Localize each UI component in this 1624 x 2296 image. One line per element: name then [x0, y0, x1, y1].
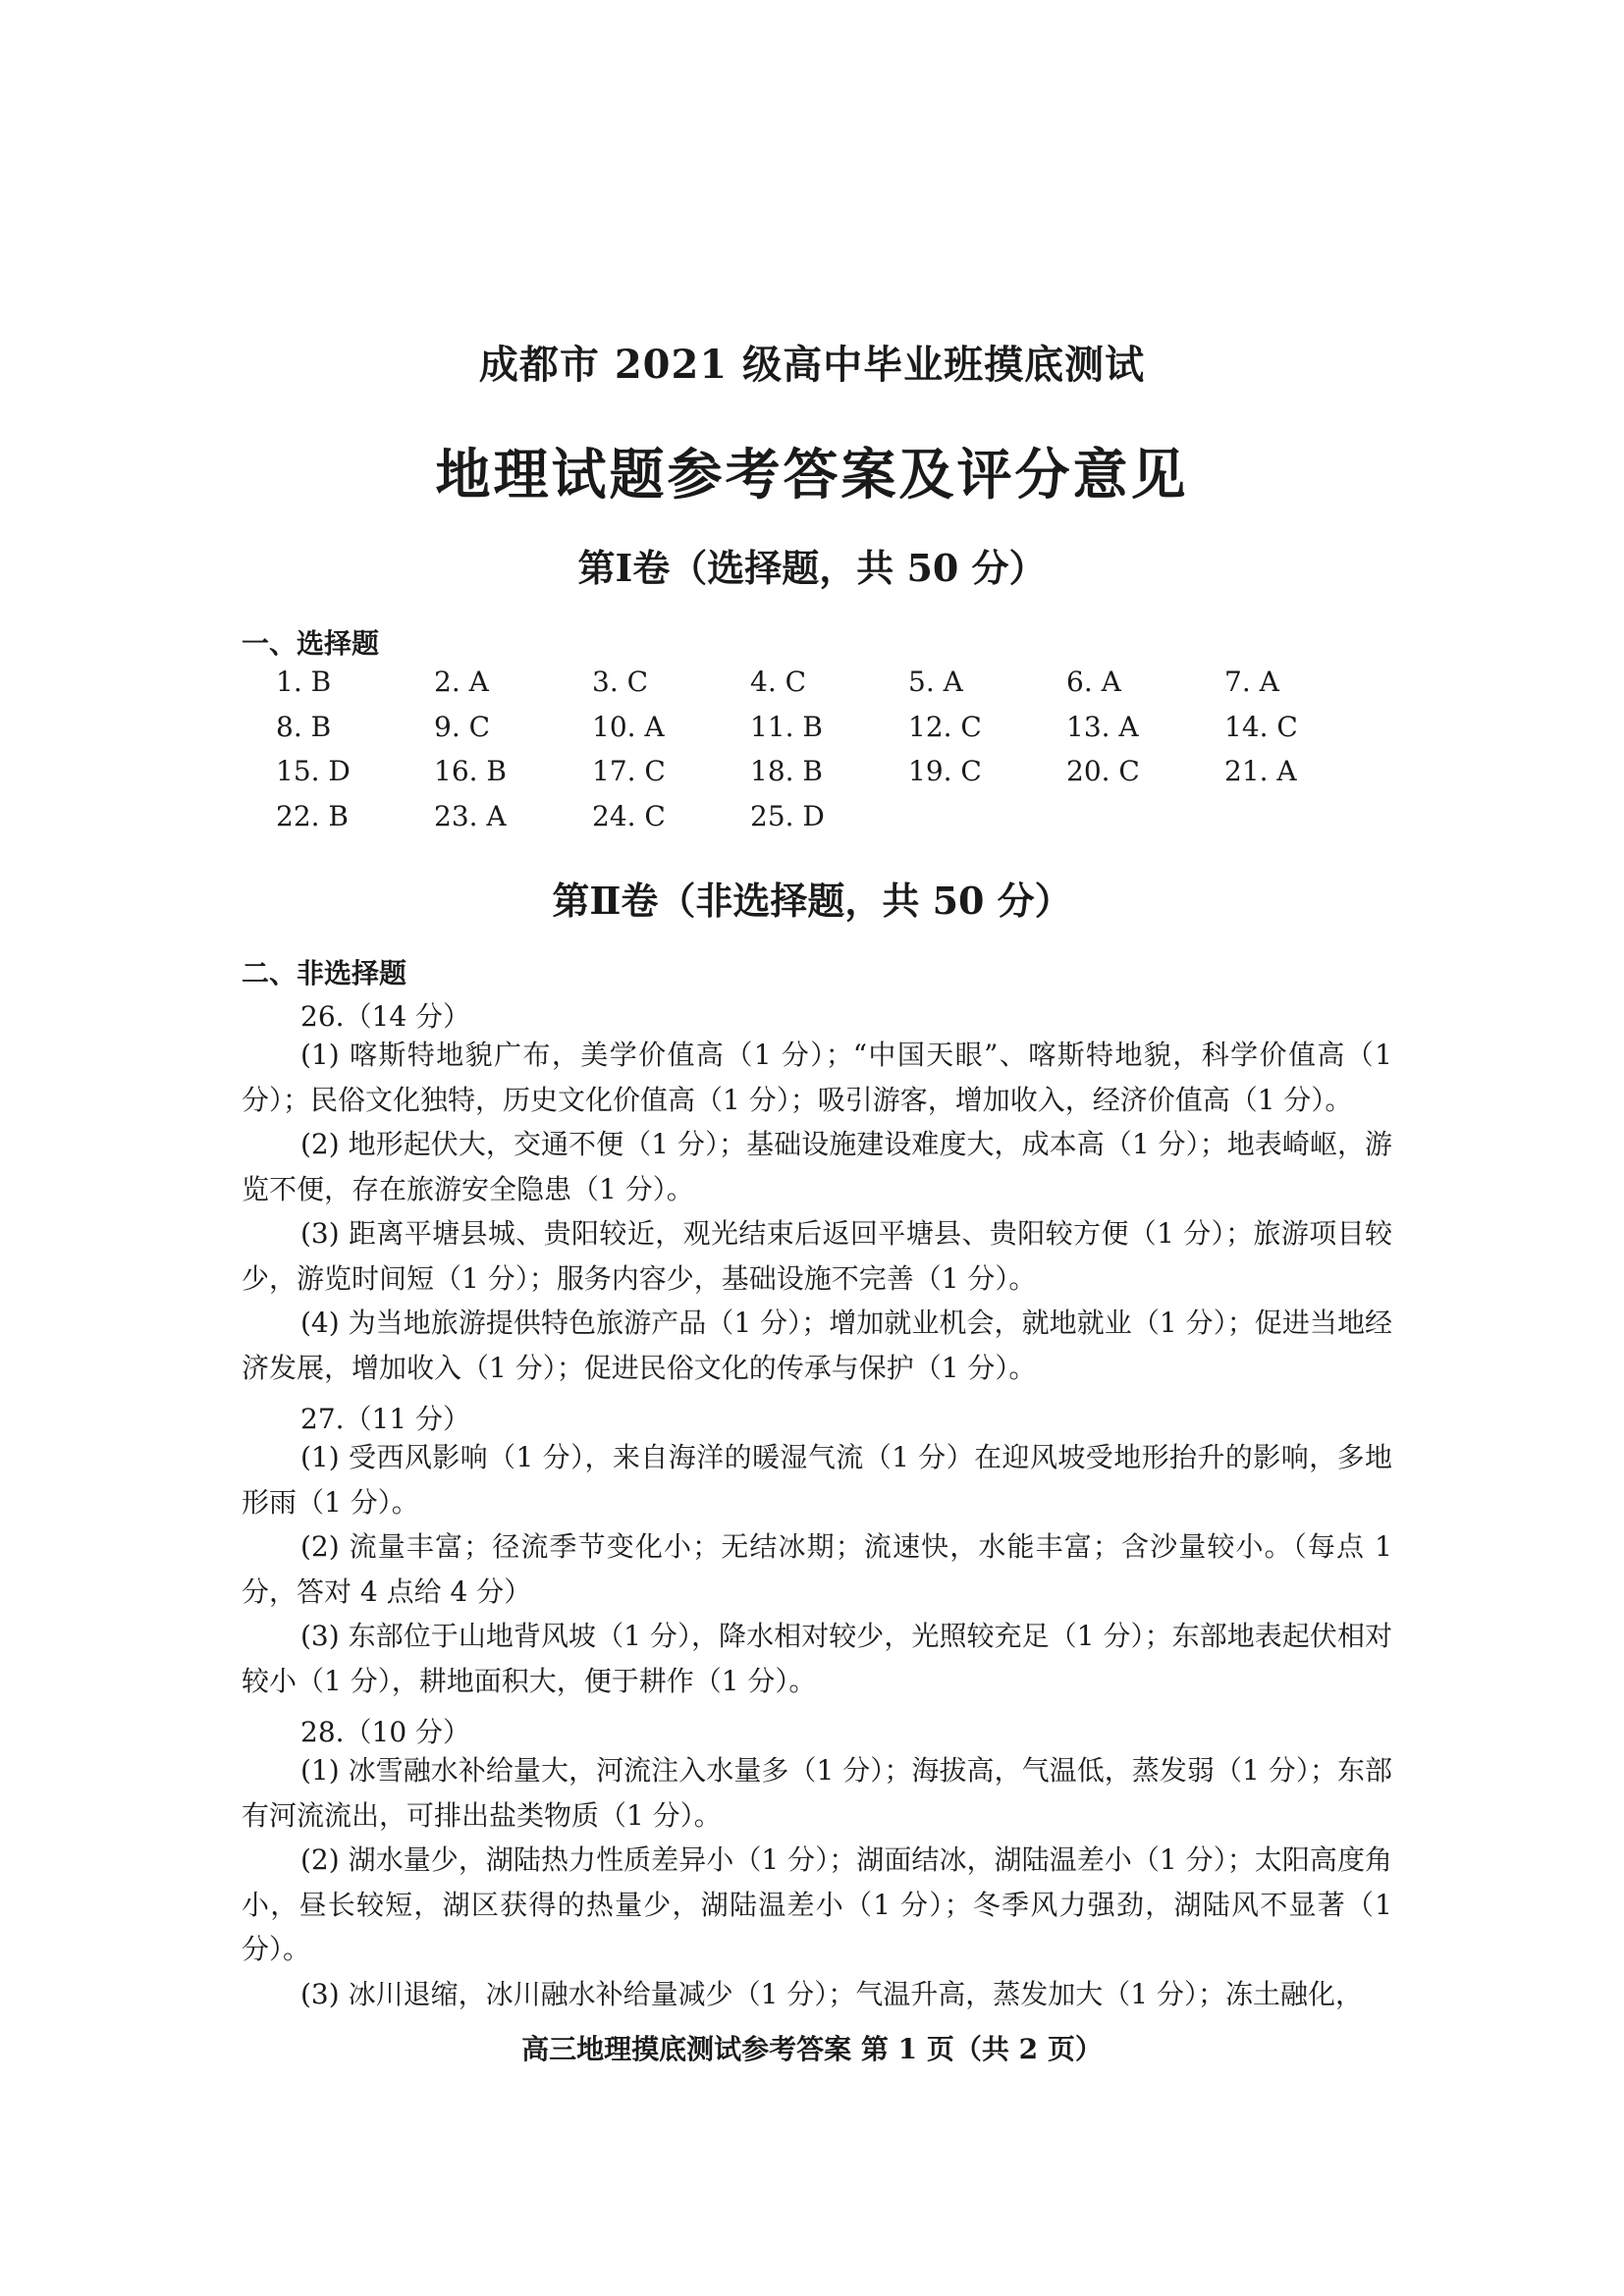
- q26-item-2: (2) 地形起伏大，交通不便（1 分）；基础设施建设难度大，成本高（1 分）；地表崎岖，游览不便，存在旅游安全隐患（1 分）。: [242, 1128, 1392, 1205]
- answer-item: 10. A: [592, 710, 665, 743]
- answer-item: 25. D: [750, 799, 825, 832]
- answer-item: 17. C: [592, 755, 666, 787]
- answer-item: 13. A: [1066, 710, 1139, 743]
- answer-item: 20. C: [1066, 755, 1140, 787]
- answer-item: 3. C: [592, 666, 649, 698]
- answer-item: 22. B: [276, 799, 350, 832]
- answer-item: 7. A: [1224, 666, 1279, 698]
- answer-item: 5. A: [908, 666, 963, 698]
- section2-label: 二、非选择题: [242, 957, 407, 989]
- answer-grid: [276, 666, 1382, 844]
- answer-item: 19. C: [908, 755, 982, 787]
- answer-item: 11. B: [750, 710, 824, 743]
- answer-item: 9. C: [434, 710, 491, 743]
- q27-item-1: (1) 受西风影响（1 分），来自海洋的暖湿气流（1 分）在迎风坡受地形抬升的影响，多地形雨（1 分）。: [242, 1441, 1392, 1519]
- part2-heading: 第Ⅱ卷（非选择题，共 50 分）: [552, 879, 1072, 923]
- exam-title: 成都市 2021 级高中毕业班摸底测试: [478, 342, 1146, 388]
- q26-item-4: (4) 为当地旅游提供特色旅游产品（1 分）；增加就业机会，就地就业（1 分）；促进当地经济发展，增加收入（1 分）；促进民俗文化的传承与保护（1 分）。: [242, 1307, 1392, 1384]
- q27-item-3: (3) 东部位于山地背风坡（1 分），降水相对较少，光照较充足（1 分）；东部地表起伏相对较小（1 分），耕地面积大，便于耕作（1 分）。: [242, 1620, 1392, 1697]
- q28-item-3: (3) 冰川退缩，冰川融水补给量减少（1 分）；气温升高，蒸发加大（1 分）；冻土融化，: [300, 1978, 1363, 2010]
- answer-item: 15. D: [276, 755, 351, 787]
- answer-item: 6. A: [1066, 666, 1121, 698]
- answer-key-title: 地理试题参考答案及评分意见: [435, 443, 1189, 507]
- answer-item: 2. A: [434, 666, 489, 698]
- answer-item: 4. C: [750, 666, 807, 698]
- answer-item: 23. A: [434, 799, 507, 832]
- page-footer: 高三地理摸底测试参考答案 第 1 页（共 2 页）: [521, 2033, 1103, 2065]
- q28-item-1: (1) 冰雪融水补给量大，河流注入水量多（1 分）；海拔高，气温低，蒸发弱（1 分）；东部有河流流出，可排出盐类物质（1 分）。: [242, 1754, 1392, 1832]
- answer-item: 1. B: [276, 666, 332, 698]
- answer-item: 16. B: [434, 755, 508, 787]
- question-27-header: 27.（11 分）: [300, 1403, 471, 1435]
- answer-item: 24. C: [592, 799, 666, 832]
- q27-item-2: (2) 流量丰富；径流季节变化小；无结冰期；流速快，水能丰富；含沙量较小。（每点 1 分，答对 4 点给 4 分）: [242, 1530, 1392, 1608]
- answer-item: 14. C: [1224, 710, 1298, 743]
- answer-item: 8. B: [276, 710, 332, 743]
- answer-item: 12. C: [908, 710, 982, 743]
- answer-item: 18. B: [750, 755, 824, 787]
- question-26-header: 26.（14 分）: [300, 1000, 471, 1033]
- question-28-header: 28.（10 分）: [300, 1716, 471, 1748]
- q26-item-3: (3) 距离平塘县城、贵阳较近，观光结束后返回平塘县、贵阳较方便（1 分）；旅游项目较少，游览时间短（1 分）；服务内容少，基础设施不完善（1 分）。: [242, 1217, 1392, 1295]
- q26-item-1: (1) 喀斯特地貌广布，美学价值高（1 分）；“中国天眼”、喀斯特地貌，科学价值高（1 分）；民俗文化独特，历史文化价值高（1 分）；吸引游客，增加收入，经济价值高（1 分）。: [242, 1039, 1392, 1116]
- q28-item-2: (2) 湖水量少，湖陆热力性质差异小（1 分）；湖面结冰，湖陆温差小（1 分）；太阳高度角小，昼长较短，湖区获得的热量少，湖陆温差小（1 分）；冬季风力强劲，湖陆风不显著（1 分）。: [242, 1843, 1392, 1965]
- part1-heading: 第Ⅰ卷（选择题，共 50 分）: [577, 546, 1047, 590]
- section1-label: 一、选择题: [242, 627, 380, 660]
- answer-item: 21. A: [1224, 755, 1297, 787]
